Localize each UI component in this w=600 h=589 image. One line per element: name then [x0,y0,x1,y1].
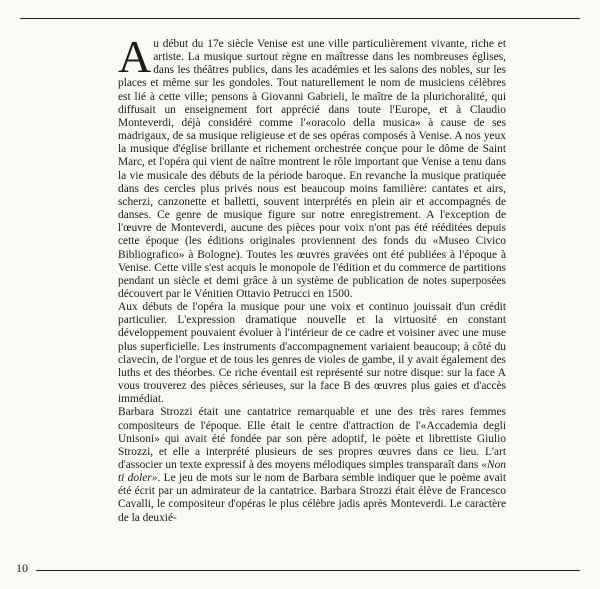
work-title: «Non ti doler» [118,459,506,485]
paragraph-3-text-end: . Le jeu de mots sur le nom de Barbara semble indiquer que le poème avait été écrit par un admirateur de la cantatrice. Barbara Strozzi était élève de Francesco Cavalli, le compositeur d'opéras le plus célèbre jadis après Monteverdi. Le caractère de la deuxié- [118,472,506,524]
page-number: 10 [16,561,28,575]
top-rule [20,18,580,19]
paragraph-3 [118,406,506,524]
bottom-rule [36,570,580,571]
paragraph-2: Aux débuts de l'opéra la musique pour une voix et continuo jouissait d'un crédit particulier. L'expression dramatique nouvelle et la virtuosité en constant développement pouvaient évoluer à l'intérieur de ce cadre et voisiner avec une muse plus superficielle. Les instruments d'accompagnement variaient beaucoup; à côté du clavecin, de l'orgue et de tous les genres de violes de gambe, il y avait également des luths et des théorbes. Ce riche éventail est représenté sur notre disque: sur la face A vous trouverez des pièces sérieuses, sur la face B des œuvres plus gaies et d'accès immédiat. [118,301,506,406]
drop-cap: A [118,31,152,82]
article-body [118,31,506,525]
paragraph-3-text-start: Barbara Strozzi était une cantatrice remarquable et une des très rares femmes compositeurs de l'époque. Elle était le centre d'attraction de l'«Accademia degli Unisoni» qui avait été fondée par son père adoptif, le poète et librettiste Giulio Strozzi, et elle a interprété plusieurs de ses propres œuvres dans ce lieu. L'art d'associer un texte expressif à des moyens mélodiques simples transparaît dans [118,406,506,471]
paragraph-1 [118,31,506,301]
paragraph-1-text: u début du 17e siècle Venise est une ville particulièrement vivante, riche et artiste. La musique surtout règne en maîtresse dans les nombreuses églises, dans les théâtres publics, dans les académies et les salons des nobles, sur les places et même sur les gondoles. Tout naturellement le nom de musiciens célèbres est lié à cette ville; pensons à Giovanni Gabrieli, le maître de la plurichoralité, qui diffusait un enseignement fort apprécié dans toute l'Europe, et à Claudio Monteverdi, déjà considéré comme l'«oracolo della musica» à cause de ses madrigaux, de sa musique religieuse et de ses opéras composés à Venise. A nos yeux la musique d'église brillante et richement orchestrée conçue pour le dôme de Saint Marc, et l'opéra qui vient de naître montrent le rôle important que Venise a tenu dans la vie musicale des débuts de la période baroque. En revanche la musique pratiquée dans des cercles plus privés nous est beaucoup moins familière: cantates et airs, scherzi, canzonette et balletti, souvent interprétés en plein air et accompagnés de danses. Ce genre de musique figure sur notre enregistrement. A l'exception de l'œuvre de Monteverdi, aucune des pièces pour voix n'ont pas été rééditées depuis cette époque (les éditions originales proviennent des fonds du «Museo Civico Bibliografico» à Bologne). Toutes les œuvres gravées ont été publiées à l'époque à Venise. Cette ville s'est acquis le monopole de l'édition et du commerce de partitions pendant un siècle et demi grâce à un système de publication de notes superposées découvert par le Vénitien Ottavio Petrucci en 1500. [118,38,506,300]
